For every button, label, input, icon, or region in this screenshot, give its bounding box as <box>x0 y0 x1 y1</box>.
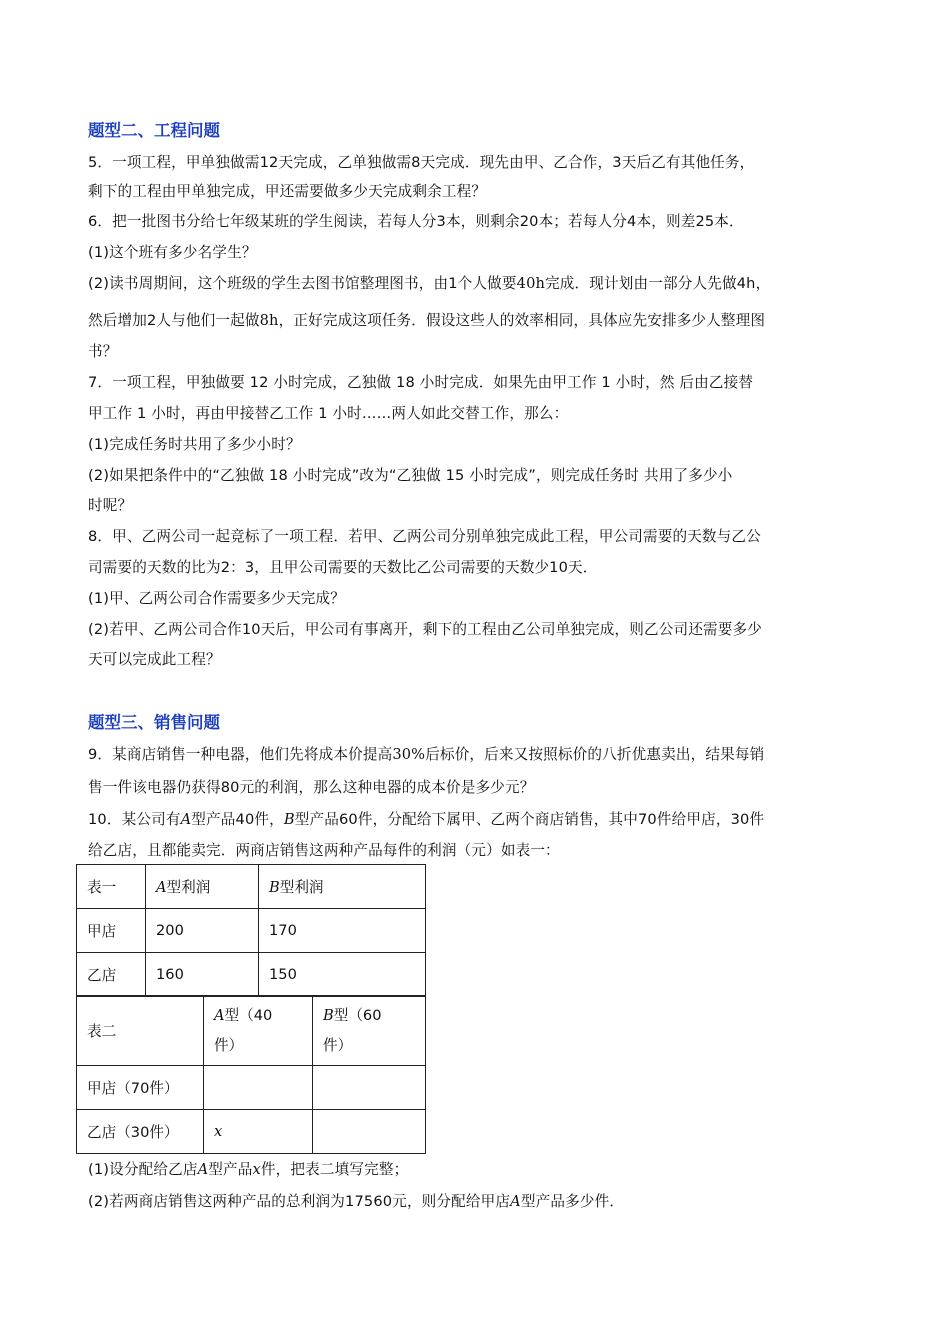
table-cell <box>313 1066 426 1110</box>
question-7-part-2-line-2: 时呢？ <box>88 497 133 514</box>
table-cell: 200 <box>146 909 259 953</box>
question-10-part-2: (2)若两商店销售这两种产品的总利润为17560元，则分配给甲店A型产品多少件． <box>88 1193 625 1210</box>
question-8-part-1: (1)甲、乙两公司合作需要多少天完成？ <box>88 590 346 607</box>
question-7-line-2: 甲工作 1 小时，再由甲接替乙工作 1 小时……两人如此交替工作，那么： <box>88 405 569 422</box>
table-cell <box>204 1066 313 1110</box>
profit-table-1 <box>76 864 426 997</box>
question-6-part-2-line-2: 然后增加2人与他们一起做8h，正好完成这项任务．假设这些人的效率相同，具体应先安排多少人整理图 <box>88 312 766 329</box>
math-40h: 40h <box>516 275 546 292</box>
question-9-line-1: 9．某商店销售一种电器，他们先将成本价提高30%后标价，后来又按照标价的八折优惠卖出，结果每销 <box>88 746 765 763</box>
table-cell: 乙店（30件） <box>77 1110 204 1154</box>
table-row <box>77 953 426 997</box>
question-7-part-2-line-1: (2)如果把条件中的“乙独做 18 小时完成”改为“乙独做 15 小时完成”，则完成任务时 共用了多少小 <box>88 467 733 484</box>
question-7-part-1: (1)完成任务时共用了多少小时？ <box>88 436 301 453</box>
question-6-line-1: 6．把一批图书分给七年级某班的学生阅读，若每人分3本，则剩余20本；若每人分4本，则差25本． <box>88 213 744 230</box>
question-8-part-2-line-1: (2)若甲、乙两公司合作10天后，甲公司有事离开，剩下的工程由乙公司单独完成，则乙公司还需要多少 <box>88 621 762 638</box>
table-cell: A型利润 <box>146 865 259 909</box>
table-cell: 表一 <box>77 865 146 909</box>
profit-table-2 <box>76 995 426 1154</box>
question-6-part-1: (1)这个班有多少名学生？ <box>88 244 257 261</box>
table-cell: 乙店 <box>77 953 146 997</box>
question-8-line-2: 司需要的天数的比为2：3，且甲公司需要的天数比乙公司需要的天数少10天． <box>88 559 598 576</box>
table-row <box>77 909 426 953</box>
table-cell: 表二 <box>77 996 204 1066</box>
table-cell: B型（60 件） <box>313 996 426 1066</box>
table-cell: 150 <box>259 953 426 997</box>
question-5-line-2: 剩下的工程由甲单独完成，甲还需要做多少天完成剩余工程？ <box>88 183 487 200</box>
question-7-line-1: 7．一项工程，甲独做要 12 小时完成，乙独做 18 小时完成．如果先由甲工作 1 小时，然 后由乙接替 <box>88 374 754 391</box>
question-8-line-1: 8．甲、乙两公司一起竞标了一项工程．若甲、乙两公司分别单独完成此工程，甲公司需要的天数与乙公 <box>88 528 761 545</box>
table-row <box>77 865 426 909</box>
table-row <box>77 996 426 1066</box>
section-heading-engineering: 题型二、工程问题 <box>88 121 220 140</box>
table-cell: 170 <box>259 909 426 953</box>
question-10-line-1: 10．某公司有A型产品40件，B型产品60件，分配给下属甲、乙两个商店销售，其中70件给甲店，30件 <box>88 811 765 828</box>
math-30-percent: 30% <box>392 746 426 763</box>
question-6-part-2-line-1: (2)读书周期间，这个班级的学生去图书馆整理图书，由1个人做要40h完成．现计划由一部分人先做4h， <box>88 275 771 292</box>
table-cell: x <box>204 1110 313 1154</box>
table-cell: A型（40 件） <box>204 996 313 1066</box>
table-cell: 甲店（70件） <box>77 1066 204 1110</box>
table-cell: 160 <box>146 953 259 997</box>
question-6-part-2-line-3: 书？ <box>88 343 118 360</box>
question-8-part-2-line-2: 天可以完成此工程？ <box>88 651 221 668</box>
table-cell: 甲店 <box>77 909 146 953</box>
question-5-line-1: 5．一项工程，甲单独做需12天完成，乙单独做需8天完成．现先由甲、乙合作，3天后乙有其他任务， <box>88 154 755 171</box>
question-10-line-2: 给乙店，且都能卖完．两商店销售这两种产品每件的利润（元）如表一： <box>88 842 560 859</box>
section-heading-sales: 题型三、销售问题 <box>88 713 220 732</box>
table-row <box>77 1110 426 1154</box>
table-row <box>77 1066 426 1110</box>
question-9-line-2: 售一件该电器仍获得80元的利润，那么这种电器的成本价是多少元？ <box>88 779 535 796</box>
table-cell: B型利润 <box>259 865 426 909</box>
question-10-part-1: (1)设分配给乙店A型产品x件，把表二填写完整； <box>88 1161 409 1178</box>
table-cell <box>313 1110 426 1154</box>
math-8h: 8h <box>259 312 279 329</box>
